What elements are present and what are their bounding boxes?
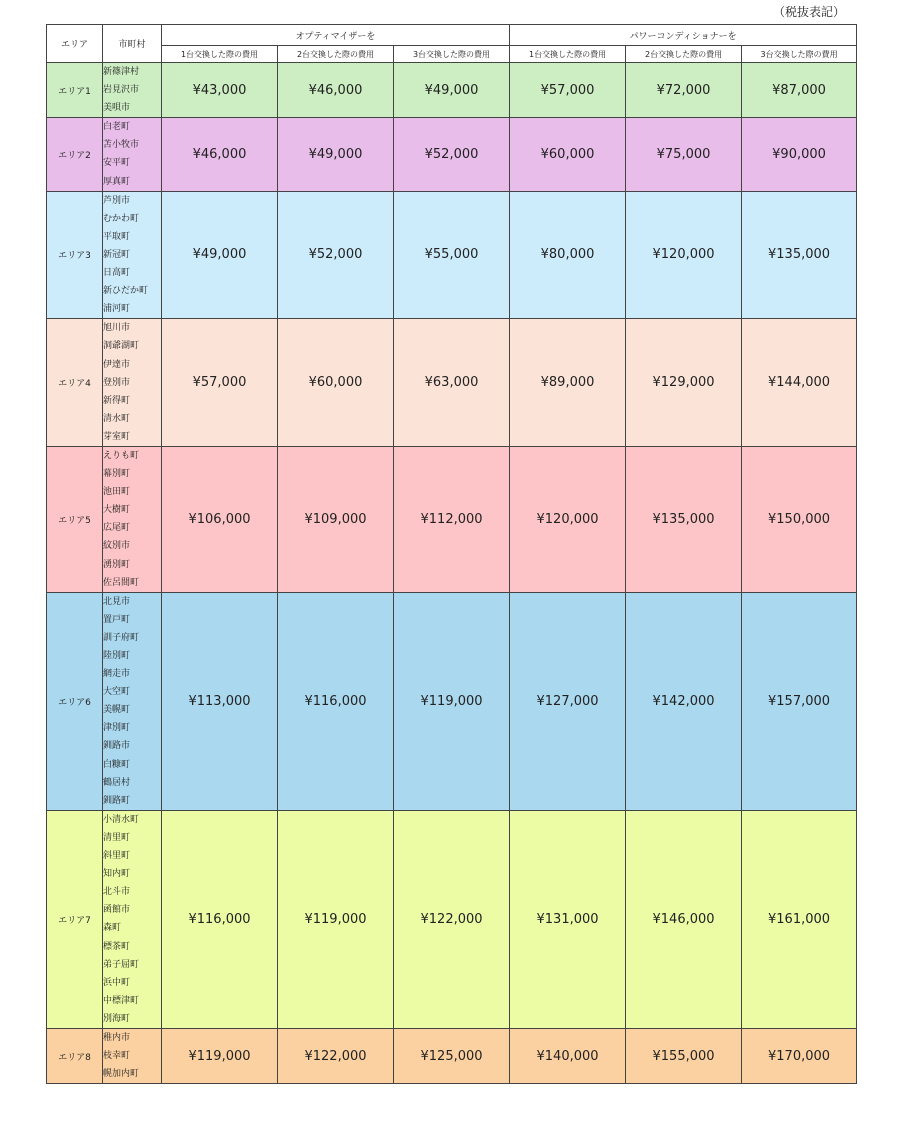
town-name: 池田町 <box>103 487 131 498</box>
price-table <box>46 24 857 1084</box>
town-name: 岩見沢市 <box>103 85 140 96</box>
price-cell: ¥122,000 <box>394 810 510 1028</box>
town-name: 幌加内町 <box>103 1069 140 1080</box>
price-cell: ¥89,000 <box>510 319 626 447</box>
price-cell: ¥46,000 <box>278 63 394 118</box>
towns-cell <box>103 319 162 447</box>
table-row <box>47 810 857 1028</box>
price-cell: ¥131,000 <box>510 810 626 1028</box>
towns-cell <box>103 1028 162 1083</box>
town-name: 標茶町 <box>103 941 131 952</box>
town-name: 網走市 <box>103 669 131 680</box>
town-name: 稚内市 <box>103 1032 131 1043</box>
price-cell: ¥75,000 <box>626 118 742 191</box>
price-cell: ¥135,000 <box>742 191 857 319</box>
price-cell: ¥63,000 <box>394 319 510 447</box>
price-cell: ¥155,000 <box>626 1028 742 1083</box>
price-cell: ¥49,000 <box>278 118 394 191</box>
town-name: 幕別町 <box>103 469 131 480</box>
town-name: 大樹町 <box>103 505 131 516</box>
header-optimizer-group: オプティマイザーを <box>162 25 510 46</box>
price-cell: ¥90,000 <box>742 118 857 191</box>
town-name: 鶴居村 <box>103 777 131 788</box>
town-name: 白糠町 <box>103 759 131 770</box>
towns-cell <box>103 118 162 191</box>
price-cell: ¥46,000 <box>162 118 278 191</box>
area-cell: エリア5 <box>47 446 103 592</box>
price-cell: ¥106,000 <box>162 446 278 592</box>
table-row <box>47 191 857 319</box>
price-cell: ¥113,000 <box>162 592 278 810</box>
area-cell: エリア3 <box>47 191 103 319</box>
table-row <box>47 446 857 592</box>
price-cell: ¥87,000 <box>742 63 857 118</box>
town-name: 大空町 <box>103 687 131 698</box>
town-name: 斜里町 <box>103 851 131 862</box>
town-name: 北見市 <box>103 596 131 607</box>
header-town: 市町村 <box>103 25 162 63</box>
town-name: 紋別市 <box>103 541 131 552</box>
price-cell: ¥72,000 <box>626 63 742 118</box>
towns-cell <box>103 592 162 810</box>
price-cell: ¥120,000 <box>626 191 742 319</box>
price-cell: ¥119,000 <box>278 810 394 1028</box>
price-cell: ¥52,000 <box>278 191 394 319</box>
price-cell: ¥125,000 <box>394 1028 510 1083</box>
price-cell: ¥120,000 <box>510 446 626 592</box>
town-name: 小清水町 <box>103 814 140 825</box>
header-optimizer-1-unit: 1台交換した際の費用 <box>162 46 278 63</box>
area-cell: エリア7 <box>47 810 103 1028</box>
price-cell: ¥144,000 <box>742 319 857 447</box>
price-cell: ¥142,000 <box>626 592 742 810</box>
price-cell: ¥57,000 <box>162 319 278 447</box>
town-name: 美唄市 <box>103 103 131 114</box>
town-name: 浦河町 <box>103 304 131 315</box>
price-cell: ¥109,000 <box>278 446 394 592</box>
towns-cell <box>103 810 162 1028</box>
town-name: 平取町 <box>103 231 131 242</box>
price-cell: ¥150,000 <box>742 446 857 592</box>
town-name: 新ひだか町 <box>103 286 149 297</box>
price-cell: ¥52,000 <box>394 118 510 191</box>
town-name: 新得町 <box>103 395 131 406</box>
header-area: エリア <box>47 25 103 63</box>
town-name: 清里町 <box>103 832 131 843</box>
table-row <box>47 592 857 810</box>
town-name: 白老町 <box>103 122 131 133</box>
towns-cell <box>103 63 162 118</box>
town-name: 浜中町 <box>103 977 131 988</box>
town-name: 安平町 <box>103 158 131 169</box>
price-cell: ¥119,000 <box>162 1028 278 1083</box>
town-name: 釧路町 <box>103 795 131 806</box>
town-name: 美幌町 <box>103 705 131 716</box>
town-name: 湧別町 <box>103 559 131 570</box>
price-cell: ¥60,000 <box>278 319 394 447</box>
towns-cell <box>103 191 162 319</box>
town-name: むかわ町 <box>103 213 140 224</box>
price-cell: ¥146,000 <box>626 810 742 1028</box>
price-cell: ¥116,000 <box>278 592 394 810</box>
table-row <box>47 1028 857 1083</box>
header-pc-2-units: 2台交換した際の費用 <box>626 46 742 63</box>
town-name: 中標津町 <box>103 995 140 1006</box>
town-name: 新篠津村 <box>103 67 140 77</box>
table-row <box>47 118 857 191</box>
town-name: 佐呂間町 <box>103 577 140 588</box>
towns-cell <box>103 446 162 592</box>
town-name: 苫小牧市 <box>103 140 140 151</box>
price-cell: ¥170,000 <box>742 1028 857 1083</box>
town-name: 枝幸町 <box>103 1051 131 1062</box>
price-cell: ¥60,000 <box>510 118 626 191</box>
town-name: えりも町 <box>103 450 140 461</box>
price-cell: ¥161,000 <box>742 810 857 1028</box>
area-cell: エリア4 <box>47 319 103 447</box>
area-cell: エリア8 <box>47 1028 103 1083</box>
town-name: 清水町 <box>103 413 131 424</box>
town-name: 函館市 <box>103 905 131 916</box>
town-name: 北斗市 <box>103 887 131 898</box>
price-cell: ¥57,000 <box>510 63 626 118</box>
town-name: 訓子府町 <box>103 632 140 643</box>
town-name: 別海町 <box>103 1013 131 1024</box>
price-cell: ¥157,000 <box>742 592 857 810</box>
tax-note: （税抜表記） <box>772 5 845 19</box>
price-cell: ¥49,000 <box>162 191 278 319</box>
price-cell: ¥112,000 <box>394 446 510 592</box>
table-row <box>47 63 857 118</box>
town-name: 陸別町 <box>103 651 131 661</box>
town-name: 弟子屈町 <box>103 959 140 970</box>
town-name: 津別町 <box>103 723 131 734</box>
price-cell: ¥129,000 <box>626 319 742 447</box>
town-name: 旭川市 <box>103 323 131 334</box>
town-name: 登別市 <box>103 377 131 388</box>
price-cell: ¥127,000 <box>510 592 626 810</box>
header-optimizer-3-units: 3台交換した際の費用 <box>394 46 510 63</box>
header-optimizer-2-units: 2台交換した際の費用 <box>278 46 394 63</box>
price-cell: ¥122,000 <box>278 1028 394 1083</box>
price-cell: ¥116,000 <box>162 810 278 1028</box>
town-name: 芦別市 <box>103 195 131 206</box>
town-name: 知内町 <box>103 869 131 880</box>
town-name: 厚真町 <box>103 176 131 187</box>
price-cell: ¥49,000 <box>394 63 510 118</box>
header-pc-1-unit: 1台交換した際の費用 <box>510 46 626 63</box>
town-name: 置戸町 <box>103 614 131 625</box>
price-cell: ¥55,000 <box>394 191 510 319</box>
town-name: 伊達市 <box>103 359 131 370</box>
area-cell: エリア2 <box>47 118 103 191</box>
price-cell: ¥80,000 <box>510 191 626 319</box>
area-cell: エリア1 <box>47 63 103 118</box>
header-pc-3-units: 3台交換した際の費用 <box>742 46 857 63</box>
price-cell: ¥119,000 <box>394 592 510 810</box>
price-cell: ¥43,000 <box>162 63 278 118</box>
town-name: 日高町 <box>103 268 131 279</box>
town-name: 芽室町 <box>103 431 131 442</box>
town-name: 広尾町 <box>103 523 131 534</box>
town-name: 洞爺湖町 <box>103 341 140 352</box>
price-cell: ¥135,000 <box>626 446 742 592</box>
area-cell: エリア6 <box>47 592 103 810</box>
header-power-conditioner-group: パワーコンディショナーを <box>510 25 857 46</box>
town-name: 森町 <box>103 923 122 934</box>
town-name: 新冠町 <box>103 249 131 260</box>
town-name: 釧路市 <box>103 741 131 752</box>
table-row <box>47 319 857 447</box>
price-cell: ¥140,000 <box>510 1028 626 1083</box>
